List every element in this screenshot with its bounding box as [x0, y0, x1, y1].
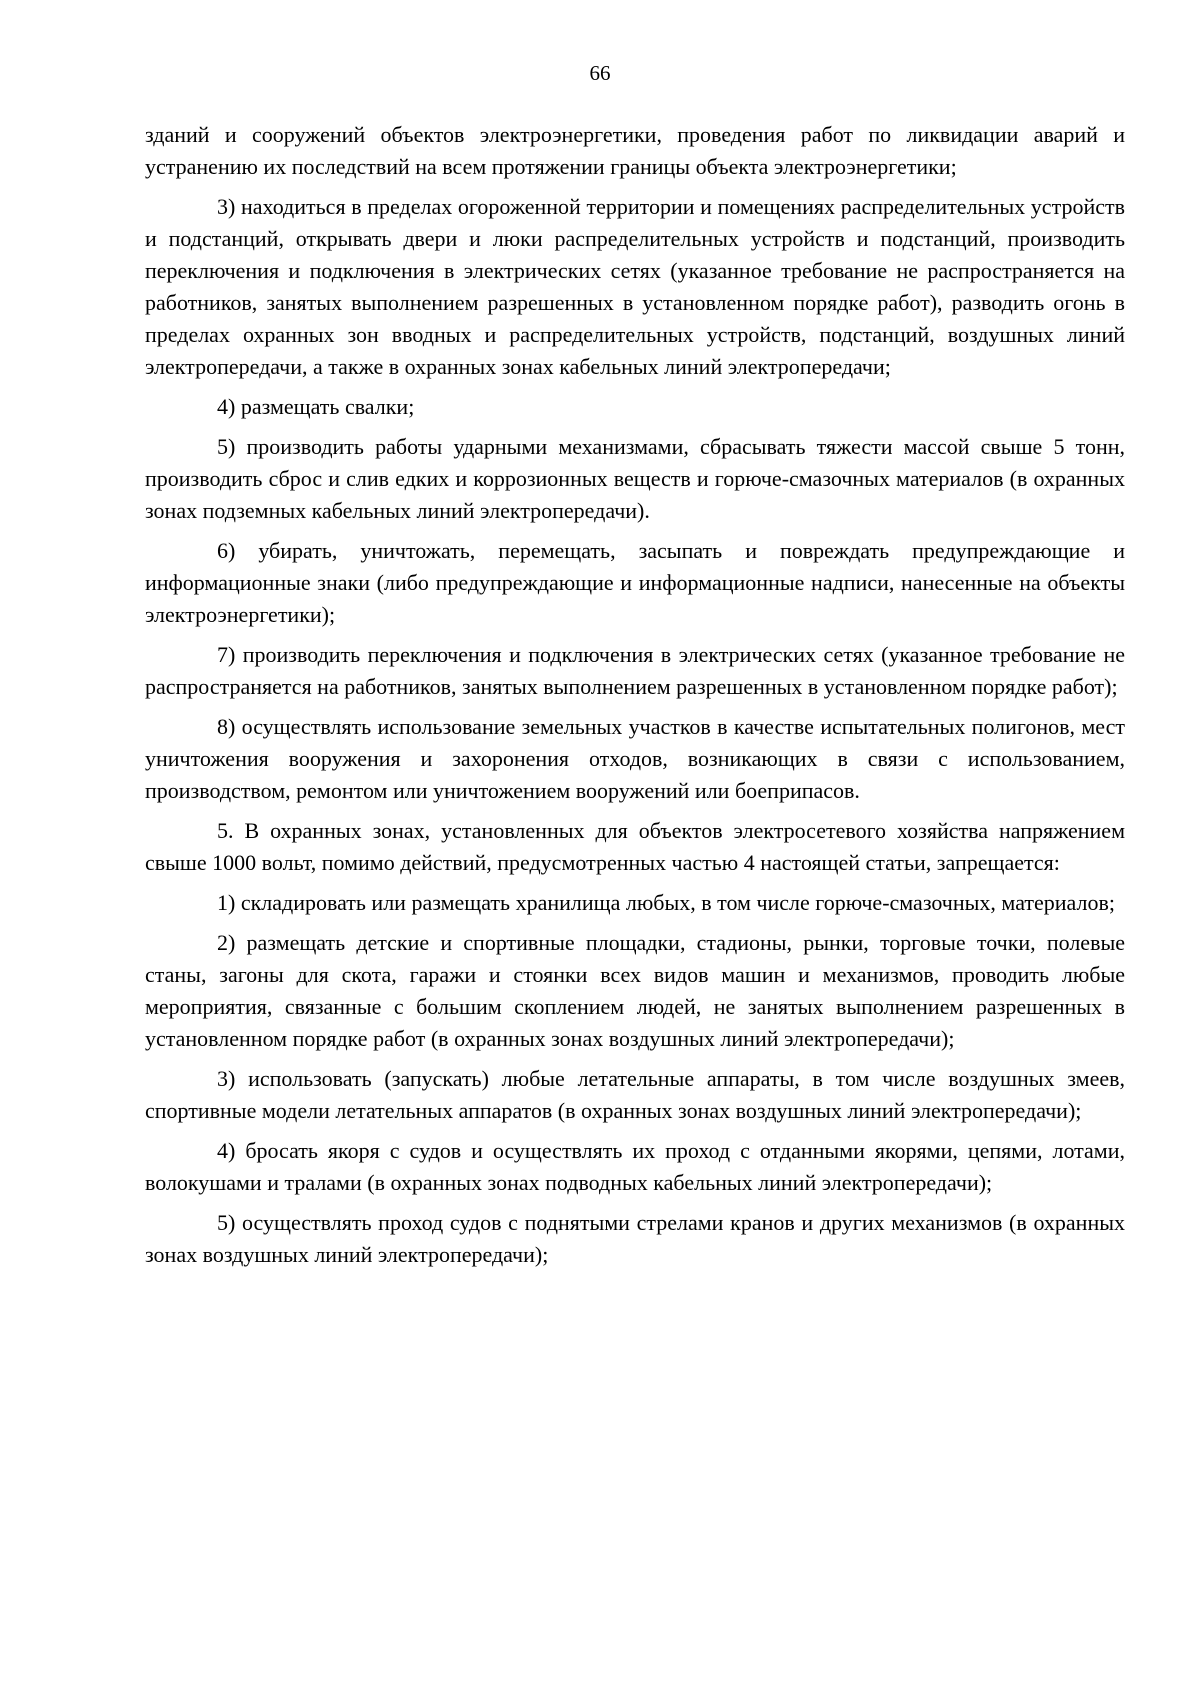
- paragraph: 5. В охранных зонах, установленных для объектов электросетевого хозяйства напряжением свыше 1000 вольт, помимо действий, предусмотренных частью 4 настоящей статьи, запрещается:: [145, 818, 1125, 875]
- paragraph: 4) размещать свалки;: [217, 394, 415, 419]
- paragraph: 5) осуществлять проход судов с поднятыми стрелами кранов и других механизмов (в охранных зонах воздушных линий электропередачи);: [145, 1210, 1125, 1267]
- paragraph: 1) складировать или размещать хранилища любых, в том числе горюче-смазочных, материалов;: [217, 890, 1115, 915]
- paragraph: 7) производить переключения и подключения в электрических сетях (указанное требование не распространяется на работников, занятых выполнением разрешенных в установленном порядке работ);: [145, 642, 1125, 699]
- paragraph: 8) осуществлять использование земельных участков в качестве испытательных полигонов, мест уничтожения вооружения и захоронения отходов, возникающих в связи с использованием, производством, ремонтом или уничтожением вооружений или боеприпасов.: [145, 714, 1125, 803]
- document-body: [145, 119, 1125, 1279]
- paragraph: зданий и сооружений объектов электроэнергетики, проведения работ по ликвидации аварий и устранению их последствий на всем протяжении границы объекта электроэнергетики;: [145, 122, 1125, 179]
- paragraph: 2) размещать детские и спортивные площадки, стадионы, рынки, торговые точки, полевые станы, загоны для скота, гаражи и стоянки всех видов машин и механизмов, проводить любые мероприятия, связанные с большим скоплением людей, не занятых выполнением разрешенных в установленном порядке работ (в охранных зонах воздушных линий электропередачи);: [145, 930, 1125, 1051]
- paragraph: 3) использовать (запускать) любые летательные аппараты, в том числе воздушных змеев, спортивные модели летательных аппаратов (в охранных зонах воздушных линий электропередачи);: [145, 1066, 1125, 1123]
- page-number: 66: [589, 61, 611, 85]
- paragraph: 3) находиться в пределах огороженной территории и помещениях распределительных устройств и подстанций, открывать двери и люки распределительных устройств и подстанций, производить переключения и подключения в электрических сетях (указанное требование не распространяется на работников, занятых выполнением разрешенных в установленном порядке работ), разводить огонь в пределах охранных зон вводных и распределительных устройств, подстанций, воздушных линий электропередачи, а также в охранных зонах кабельных линий электропередачи;: [145, 194, 1125, 379]
- paragraph: 4) бросать якоря с судов и осуществлять их проход с отданными якорями, цепями, лотами, волокушами и тралами (в охранных зонах подводных кабельных линий электропередачи);: [145, 1138, 1125, 1195]
- paragraph: 6) убирать, уничтожать, перемещать, засыпать и повреждать предупреждающие и информационные знаки (либо предупреждающие и информационные надписи, нанесенные на объекты электроэнергетики);: [145, 538, 1125, 627]
- paragraph: 5) производить работы ударными механизмами, сбрасывать тяжести массой свыше 5 тонн, производить сброс и слив едких и коррозионных веществ и горюче-смазочных материалов (в охранных зонах подземных кабельных линий электропередачи).: [145, 434, 1125, 523]
